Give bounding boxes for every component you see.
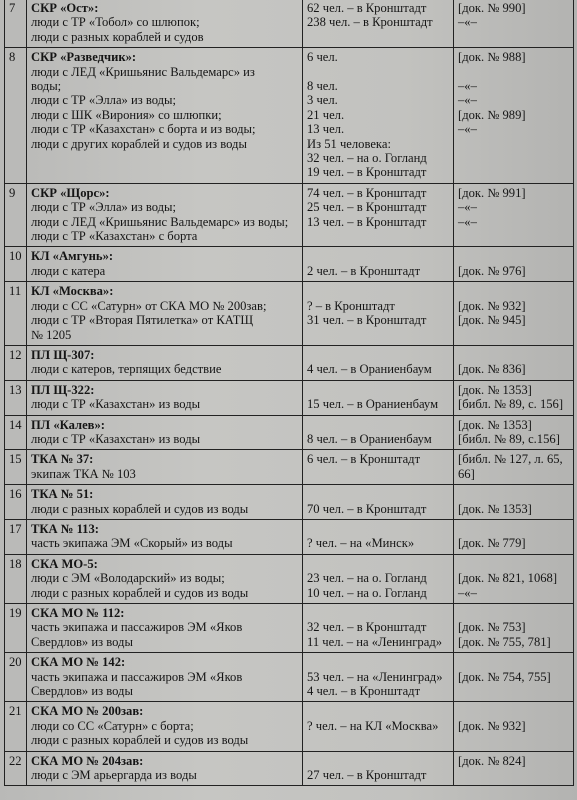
- table-row: [5, 0, 574, 48]
- vessel-cell: [27, 380, 303, 415]
- row-number: 7: [5, 0, 27, 48]
- count-destination: [307, 348, 449, 362]
- rescued-group: воды;: [31, 79, 62, 94]
- vessel-name: СКА МО № 112:: [31, 606, 125, 621]
- count-destination: 27 чел. – в Кронштадт: [307, 768, 427, 783]
- rescued-group: люди с разных кораблей и судов: [31, 29, 204, 44]
- vessel-name: ПЛ Щ-322:: [31, 382, 95, 397]
- source-reference: [458, 348, 569, 362]
- vessel-cell: [27, 247, 303, 282]
- vessel-name: ТКА № 37:: [31, 452, 94, 467]
- source-cell: [454, 247, 574, 282]
- table-row: [5, 183, 574, 247]
- row-number: 21: [5, 702, 27, 751]
- source-reference: [библ. № 89, с.156]: [458, 431, 560, 446]
- source-reference: [док. № 976]: [458, 263, 526, 278]
- row-number: 19: [5, 604, 27, 653]
- source-reference: [док. № 836]: [458, 362, 526, 377]
- rescued-group: Свердлов» из воды: [31, 684, 133, 699]
- source-reference: [док. № 1353]: [458, 382, 532, 397]
- source-cell: [454, 415, 574, 450]
- vessel-cell: [27, 345, 303, 380]
- vessel-name: КЛ «Амгунь»:: [31, 249, 114, 264]
- row-number: 17: [5, 519, 27, 554]
- count-destination: [307, 249, 449, 263]
- source-reference: [док. № 1353]: [458, 417, 532, 432]
- rescued-group: люди с ТР «Вторая Пятилетка» от КАТЩ: [31, 313, 254, 328]
- source-reference: [458, 284, 569, 298]
- source-reference: [458, 704, 569, 718]
- rescued-group: люди с разных кораблей и судов из воды: [31, 501, 249, 516]
- count-destination: 10 чел. – на о. Гогланд: [307, 585, 427, 600]
- rescued-group: люди с ТР «Элла» из воды;: [31, 93, 177, 108]
- row-number: 18: [5, 554, 27, 603]
- rescued-group: экипаж ТКА № 103: [31, 466, 136, 481]
- source-cell: [454, 604, 574, 653]
- count-destination-cell: [303, 345, 454, 380]
- count-destination: 13 чел. – в Кронштадт: [307, 214, 427, 229]
- count-destination-cell: [303, 653, 454, 702]
- vessel-cell: [27, 604, 303, 653]
- source-reference: [458, 606, 569, 620]
- row-number: 12: [5, 345, 27, 380]
- source-reference: [док. № 754, 755]: [458, 669, 551, 684]
- row-number: 8: [5, 48, 27, 184]
- count-destination: 70 чел. – в Кронштадт: [307, 501, 427, 516]
- rescued-group: люди с ЛЕД «Кришьянис Вальдемарс» из: [31, 64, 255, 79]
- rescue-table: [4, 0, 574, 786]
- rescued-group: часть экипажа и пассажиров ЭМ «Яков: [31, 669, 243, 684]
- table-body: [5, 0, 574, 786]
- source-reference: –«–: [458, 214, 477, 229]
- count-destination: 238 чел. – в Кронштадт: [307, 15, 433, 30]
- count-destination: 3 чел.: [307, 93, 338, 108]
- vessel-cell: [27, 485, 303, 520]
- row-number: 9: [5, 183, 27, 247]
- source-reference: [док. № 991]: [458, 185, 526, 200]
- source-cell: [454, 653, 574, 702]
- row-number: 22: [5, 751, 27, 786]
- rescued-group: люди с катера: [31, 263, 106, 278]
- vessel-cell: [27, 653, 303, 702]
- count-destination: Из 51 человека:: [307, 136, 391, 151]
- table-row: [5, 653, 574, 702]
- count-destination: 53 чел. – на «Ленинград»: [307, 669, 443, 684]
- count-destination-cell: [303, 702, 454, 751]
- table-row: [5, 751, 574, 786]
- count-destination-cell: [303, 604, 454, 653]
- vessel-cell: [27, 0, 303, 48]
- row-number: 10: [5, 247, 27, 282]
- source-reference: [док. № 755, 781]: [458, 634, 551, 649]
- rescued-group: Свердлов» из воды: [31, 634, 133, 649]
- count-destination: 21 чел.: [307, 107, 345, 122]
- count-destination: 11 чел. – на «Ленинград»: [307, 634, 443, 649]
- rescued-group: люди с ТР «Казахстан» с борта: [31, 229, 198, 244]
- vessel-cell: [27, 519, 303, 554]
- source-reference: 66]: [458, 466, 475, 481]
- vessel-name: СКА МО № 200зав:: [31, 704, 144, 719]
- source-reference: [док. № 824]: [458, 753, 526, 768]
- count-destination: 6 чел.: [307, 50, 338, 65]
- rescued-group: люди с СС «Сатурн» от СКА МО № 200зав;: [31, 298, 267, 313]
- count-destination-cell: [303, 282, 454, 346]
- vessel-cell: [27, 751, 303, 786]
- count-destination: 32 чел. – в Кронштадт: [307, 620, 427, 635]
- count-destination: 6 чел. – в Кронштадт: [307, 452, 421, 467]
- count-destination: ? чел. – на КЛ «Москва»: [307, 718, 439, 733]
- source-cell: [454, 751, 574, 786]
- vessel-cell: [27, 450, 303, 485]
- table-row: [5, 519, 574, 554]
- vessel-cell: [27, 183, 303, 247]
- count-destination: [307, 522, 449, 536]
- rescued-group: люди с ТР «Тобол» со шлюпок;: [31, 15, 200, 30]
- row-number: 13: [5, 380, 27, 415]
- source-cell: [454, 702, 574, 751]
- count-destination: [307, 557, 449, 571]
- table-row: [5, 380, 574, 415]
- count-destination: 13 чел.: [307, 122, 345, 137]
- row-number: 20: [5, 653, 27, 702]
- count-destination: [307, 606, 449, 620]
- row-number: 16: [5, 485, 27, 520]
- source-reference: [док. № 753]: [458, 620, 526, 635]
- source-reference: [библ. № 127, л. 65,: [458, 452, 563, 467]
- rescued-group: люди с ШК «Вирония» со шлюпки;: [31, 107, 222, 122]
- rescued-group: № 1205: [31, 327, 72, 342]
- rescued-group: люди с ТР «Казахстан» из воды: [31, 431, 201, 446]
- vessel-name: ПЛ Щ-307:: [31, 347, 95, 362]
- count-destination: 15 чел. – в Ораниенбаум: [307, 397, 439, 412]
- source-cell: [454, 48, 574, 184]
- source-reference: [док. № 988]: [458, 50, 526, 65]
- table-row: [5, 345, 574, 380]
- vessel-cell: [27, 702, 303, 751]
- source-reference: [док. № 932]: [458, 298, 526, 313]
- count-destination: [307, 704, 449, 718]
- vessel-name: ТКА № 51:: [31, 487, 94, 502]
- vessel-name: СКР «Щорс»:: [31, 185, 110, 200]
- rescued-group: люди с ЭМ арьергарда из воды: [31, 768, 197, 783]
- count-destination: [307, 284, 449, 298]
- table-row: [5, 604, 574, 653]
- vessel-name: СКА МО № 204зав:: [31, 753, 144, 768]
- source-cell: [454, 380, 574, 415]
- source-reference: [458, 65, 569, 79]
- source-reference: –«–: [458, 122, 477, 137]
- table-row: [5, 282, 574, 346]
- count-destination-cell: [303, 450, 454, 485]
- rescued-group: люди с ТР «Казахстан» из воды: [31, 397, 201, 412]
- rescued-group: часть экипажа ЭМ «Скорый» из воды: [31, 536, 233, 551]
- source-reference: –«–: [458, 79, 477, 94]
- count-destination: ? чел. – на «Минск»: [307, 536, 415, 551]
- rescued-group: люди со СС «Сатурн» с борта;: [31, 718, 194, 733]
- source-reference: [док. № 990]: [458, 1, 526, 15]
- table-row: [5, 450, 574, 485]
- count-destination-cell: [303, 415, 454, 450]
- source-reference: –«–: [458, 200, 477, 215]
- row-number: 15: [5, 450, 27, 485]
- vessel-name: СКА МО № 142:: [31, 655, 126, 670]
- row-number: 14: [5, 415, 27, 450]
- source-reference: –«–: [458, 15, 477, 30]
- source-reference: [библ. № 89, с. 156]: [458, 397, 564, 412]
- count-destination: 4 чел. – в Кронштадт: [307, 684, 421, 699]
- source-cell: [454, 183, 574, 247]
- rescued-group: люди с ЛЕД «Кришьянис Вальдемарс» из воды;: [31, 214, 289, 229]
- rescued-group: люди с ЭМ «Володарский» из воды;: [31, 571, 225, 586]
- table-row: [5, 415, 574, 450]
- table-row: [5, 485, 574, 520]
- count-destination: 23 чел. – на о. Гогланд: [307, 571, 427, 586]
- count-destination-cell: [303, 751, 454, 786]
- count-destination: 4 чел. – в Ораниенбаум: [307, 362, 432, 377]
- table-row: [5, 48, 574, 184]
- rescued-group: люди с ТР «Казахстан» с борта и из воды;: [31, 122, 256, 137]
- count-destination-cell: [303, 247, 454, 282]
- source-cell: [454, 0, 574, 48]
- count-destination: 19 чел. – в Кронштадт: [307, 165, 427, 180]
- source-reference: [458, 249, 569, 263]
- count-destination-cell: [303, 519, 454, 554]
- count-destination-cell: [303, 554, 454, 603]
- count-destination: 2 чел. – в Кронштадт: [307, 263, 421, 278]
- source-reference: [док. № 779]: [458, 536, 526, 551]
- source-reference: [док. № 821, 1068]: [458, 571, 558, 586]
- source-cell: [454, 485, 574, 520]
- count-destination: 8 чел.: [307, 79, 338, 94]
- count-destination: 62 чел. – в Кронштадт: [307, 1, 427, 15]
- count-destination: 32 чел. – на о. Гогланд: [307, 151, 427, 166]
- count-destination: 74 чел. – в Кронштадт: [307, 185, 427, 200]
- count-destination: 31 чел. – в Кронштадт: [307, 313, 427, 328]
- source-reference: [док. № 932]: [458, 718, 526, 733]
- count-destination-cell: [303, 485, 454, 520]
- source-cell: [454, 450, 574, 485]
- rescued-group: часть экипажа и пассажиров ЭМ «Яков: [31, 620, 243, 635]
- vessel-cell: [27, 282, 303, 346]
- source-reference: [458, 522, 569, 536]
- table-row: [5, 554, 574, 603]
- count-destination: 8 чел. – в Ораниенбаум: [307, 431, 432, 446]
- row-number: 11: [5, 282, 27, 346]
- vessel-cell: [27, 554, 303, 603]
- count-destination: [307, 383, 449, 397]
- rescued-group: люди с ТР «Элла» из воды;: [31, 200, 177, 215]
- rescued-group: люди с разных кораблей и судов из воды: [31, 585, 249, 600]
- count-destination-cell: [303, 380, 454, 415]
- vessel-name: ТКА № 113:: [31, 521, 99, 536]
- count-destination: ? – в Кронштадт: [307, 298, 395, 313]
- vessel-name: СКА МО-5:: [31, 556, 98, 571]
- vessel-cell: [27, 415, 303, 450]
- source-reference: [458, 557, 569, 571]
- count-destination-cell: [303, 0, 454, 48]
- rescued-group: люди с катеров, терпящих бедствие: [31, 362, 222, 377]
- source-cell: [454, 554, 574, 603]
- source-reference: [458, 655, 569, 669]
- source-reference: –«–: [458, 93, 477, 108]
- count-destination: [307, 655, 449, 669]
- count-destination: [307, 487, 449, 501]
- source-reference: [док. № 945]: [458, 313, 526, 328]
- vessel-cell: [27, 48, 303, 184]
- source-cell: [454, 519, 574, 554]
- rescued-group: люди с разных кораблей и судов из воды: [31, 733, 249, 748]
- count-destination: [307, 418, 449, 432]
- table-row: [5, 247, 574, 282]
- vessel-name: СКР «Ост»:: [31, 1, 99, 15]
- vessel-name: СКР «Разведчик»:: [31, 50, 137, 65]
- vessel-name: ПЛ «Калев»:: [31, 417, 105, 432]
- source-reference: [док. № 1353]: [458, 501, 532, 516]
- source-cell: [454, 282, 574, 346]
- source-reference: –«–: [458, 585, 477, 600]
- count-destination-cell: [303, 183, 454, 247]
- rescued-group: люди с других кораблей и судов из воды: [31, 136, 247, 151]
- source-cell: [454, 345, 574, 380]
- count-destination: 25 чел. – в Кронштадт: [307, 200, 427, 215]
- count-destination: [307, 65, 449, 79]
- source-reference: [458, 487, 569, 501]
- source-reference: [док. № 989]: [458, 107, 526, 122]
- count-destination-cell: [303, 48, 454, 184]
- vessel-name: КЛ «Москва»:: [31, 284, 114, 299]
- count-destination: [307, 754, 449, 768]
- table-row: [5, 702, 574, 751]
